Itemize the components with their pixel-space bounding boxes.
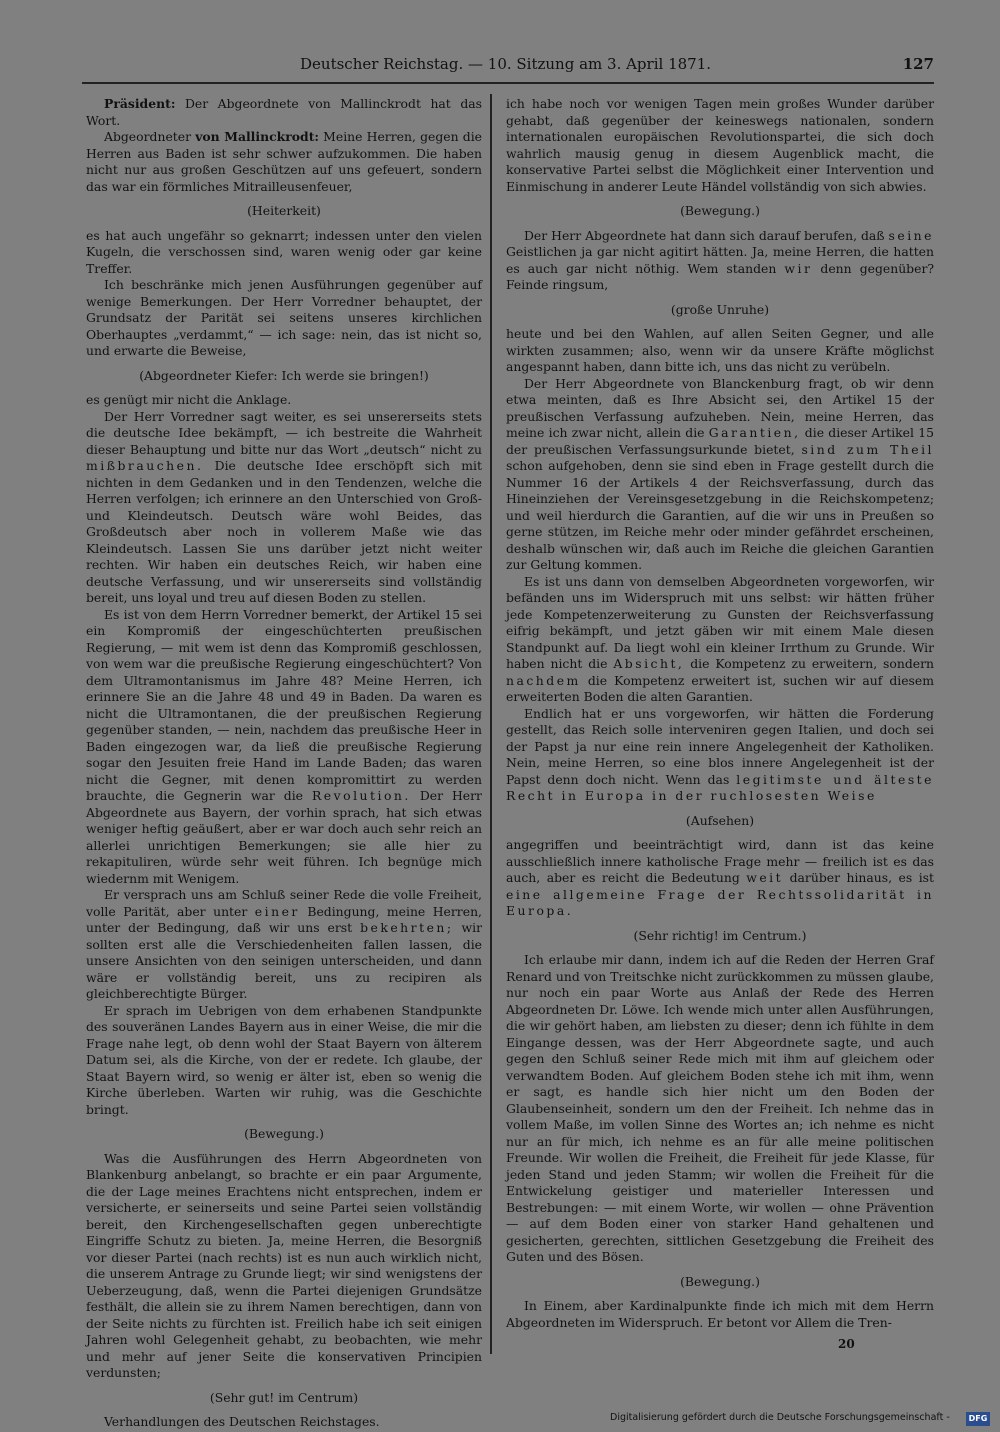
- reaction-note: (Heiterkeit): [247, 203, 321, 218]
- speaker-name: von Mallinckrodt:: [195, 129, 319, 144]
- paragraph: Der Herr Abgeordnete von Blanckenburg fragt, ob wir denn etwa meinten, daß es Ihre Absicht sei, den Artikel 15 der preußischen Verfassung aufzuheben. Nein, meine Herren, das meine ich zwar nicht, allein die Garantien, die dieser Artikel 15 der preußischen Verfassungsurkunde bietet, sind zum Theil schon aufgehoben, denn sie sind eben in Frage gestellt durch die Nummer 16 der Artikels 4 der Reichsverfassung, durch das Hineinziehen der Vereinsgesetzgebung in die Reichskompetenz; und weil hierdurch die Garantien, auf die wir uns in Preußen so gerne stützen, im Reiche mehr oder minder gefährdet erscheinen, deshalb wünschen wir, daß auch im Reiche die gleichen Garantien zur Geltung kommen.: [506, 375, 935, 572]
- paragraph: Ich beschränke mich jenen Ausführungen gegenüber auf wenige Bemerkungen. Der Herr Vorredner behauptet, der Grundsatz der Parität sei seitens unseres kirchlichen Oberhauptes „verdammt,“ — ich sage: nein, das ist nicht so, und erwarte die Beweise,: [86, 277, 482, 358]
- dfg-logo: DFG: [966, 1412, 990, 1426]
- paragraph: es hat auch ungefähr so geknarrt; indessen unter den vielen Kugeln, die verschossen sind, waren wenig oder gar keine Treffer.: [86, 227, 482, 276]
- page-number: 127: [902, 55, 934, 73]
- paragraph: angegriffen und beeinträchtigt wird, dann ist das keine ausschließlich innere katholische Frage mehr — freilich ist es das auch, aber es reicht die Bedeutung weit darüber hinaus, es ist eine allgemeine Frage der Rechtssolidarität in Europa.: [506, 837, 935, 918]
- paragraph: Endlich hat er uns vorgeworfen, wir hätten die Forderung gestellt, das Reich solle interveniren gegen Italien, und doch sei der Papst ja nur eine rein innere Angelegenheit der Katholiken. Nein, meine Herren, so eine blos innere Angelegenheit ist der Papst denn doch nicht. Wenn das legitimste und älteste Recht in Europa in der ruchlosesten Weise: [506, 705, 934, 803]
- paragraph: es genügt mir nicht die Anklage.: [86, 392, 292, 407]
- reaction-note: (Bewegung.): [244, 1126, 324, 1141]
- paragraph: Er sprach im Uebrigen von dem erhabenen Standpunkte des souveränen Landes Bayern aus in einer Weise, die mir die Frage nahe legt, ob denn wohl der Staat Bayern von älterem Datum sei, als die Kirche, von der er redete. Ich glaube, der Staat Bayern wird, so wenig er älter ist, eben so wenig die Kirche überleben. Warten wir ruhig, was die Geschichte bringt.: [86, 1002, 482, 1117]
- right-column: [506, 96, 934, 1396]
- paragraph: Ich erlaube mir dann, indem ich auf die Reden der Herren Graf Renard und von Treitschke nicht zurückkommen zu müssen glaube, nur noch ein paar Worte aus Anlaß der Rede des Herren Abgeordneten Dr. Löwe. Ich wende mich unter allen Ausführungen, die wir gehört haben, am liebsten zu dieser; denn ich fühlte in dem Eingange dessen, was der Herr Abgeordnete sagte, und auch gegen den Schluß seiner Rede mich mit ihm auf gleichem oder verwandtem Boden. Auf gleichem Boden stehe ich mit ihm, wenn er sagt, es handle sich hier nicht um den Boden der Glaubenseinheit, sondern um den der Freiheit. Ich nehme das in vollem Maße, im vollen Sinne des Wortes an; ich nehme es nicht nur an für mich, ich nehme es an für alle meine politischen Freunde. Wir wollen die Freiheit, die Freiheit für jede Klasse, für jeden Stand und jeden Stamm; wir wollen die Freiheit für die Entwickelung geistiger und materieller Interessen und Bestrebungen: — mit einem Worte, wir wollen — ohne Prävention — auf dem Boden einer von starker Hand gehaltenen und gesicherten, gerechten, sittlichen Gesetzgebung die Freiheit des Guten und des Bösen.: [506, 952, 934, 1264]
- reaction-note: (Bewegung.): [680, 203, 760, 218]
- paragraph: heute und bei den Wahlen, auf allen Seiten Gegner, und alle wirkten zusammen; also, wenn wir da unsere Kräfte möglichst angespannt haben, dann bitte ich, uns das nicht zu verübeln.: [506, 326, 934, 374]
- paragraph: In Einem, aber Kardinalpunkte finde ich mich mit dem Herrn Abgeordneten im Widerspruch. Er betont vor Allem die Tren-: [506, 1298, 934, 1330]
- reaction-note: (große Unruhe): [670, 301, 770, 317]
- publication-footer: Verhandlungen des Deutschen Reichstages.: [104, 1414, 380, 1429]
- paragraph: Es ist uns dann von demselben Abgeordneten vorgeworfen, wir befänden uns im Widerspruch mit uns selbst: wir hätten früher jede Kompetenzerweiterung zu Gunsten der Reichsverfassung eifrig bekämpft, und jetzt gäben wir mit einem Male diesen Standpunkt auf. Da liegt wohl ein kleiner Irrthum zu Grunde. Wir haben nicht die Absicht, die Kompetenz zu erweitern, sondern nachdem die Kompetenz erweitert ist, suchen wir auf diesem erweiterten Boden die alten Garantien.: [506, 573, 934, 704]
- paragraph: Es ist von dem Herrn Vorredner bemerkt, der Artikel 15 sei ein Kompromiß der eingeschüchterten preußischen Regierung, — mit wem ist denn das Kompromiß geschlossen, von wem war die preußische Regierung eingeschüchtert? Von dem Ultramontanismus im Jahre 48? Meine Herren, ich erinnere Sie an die Jahre 48 und 49 in Baden. Da waren es nicht die Ultramontanen, die der preußischen Regierung gegenüber standen, — nein, nachdem das preußische Heer in Baden eingezogen war, da ließ die preußische Regierung sogar den Jesuiten freie Hand im Lande Baden; das waren nicht die Gegner, mit denen kompromittirt zu werden brauchte, die Gegnerin war die Revolution. Der Herr Abgeordnete aus Bayern, der vorhin sprach, hat sich etwas weniger heftig geäußert, aber er war doch auch sehr reich an allerlei unrichtigen Bemerkungen; sie alle hier zu rekapituliren, würde sehr weit führen. Ich begnüge mich wiedernm mit Wenigem.: [86, 606, 482, 886]
- reaction-note: (Sehr gut! im Centrum): [209, 1389, 359, 1405]
- reaction-note: (Sehr richtig! im Centrum.): [633, 927, 807, 943]
- page-title: Deutscher Reichstag. — 10. Sitzung am 3. April 1871.: [300, 55, 712, 73]
- left-column: [86, 96, 483, 1429]
- paragraph: Der Herr Abgeordnete hat dann sich darauf berufen, daß seine Geistlichen ja gar nicht agitirt hätten. Ja, meine Herren, die hatten es auch gar nicht nöthig. Wem standen wir denn gegenüber? Feinde ringsum,: [506, 227, 935, 292]
- paragraph: Was die Ausführungen des Herrn Abgeordneten von Blankenburg anbelangt, so brachte er ein paar Argumente, die der Lage meines Erachtens nicht entsprechen, indem er versicherte, er seinerseits und seine Partei seien vollständig bereit, den Kirchengesellschaften gegen unberechtigte Eingriffe Schutz zu bieten. Ja, meine Herren, die Besorgniß vor dieser Partei (nach rechts) ist es nun auch wirklich nicht, die unserem Antrage zu Grunde liegt; wir sind wenigstens der Ueberzeugung, daß, wenn die Partei diejenigen Grundsätze festhält, die allein sie zu ihrem Namen berechtigen, dann von der Seite nichts zu fürchten ist. Freilich habe ich seit einigen Jahren wohl Gelegenheit gehabt, zu beobachten, wie mehr und mehr auf jener Seite die konservativen Principien verdunsten;: [86, 1150, 482, 1380]
- paragraph: ich habe noch vor wenigen Tagen mein großes Wunder darüber gehabt, daß gegenüber der keineswegs nationalen, sondern internationalen europäischen Revolutionspartei, die sich doch wahrlich mausig genug in diesem Augenblick macht, die konservative Partei selbst die Möglichkeit einer Intervention und Einmischung in anderer Leute Händel vollständig von sich abwies.: [506, 96, 934, 194]
- reaction-note: (Aufsehen): [685, 812, 755, 828]
- paragraph: Er versprach uns am Schluß seiner Rede die volle Freiheit, volle Parität, aber unter einer Bedingung, meine Herren, unter der Bedingung, daß wir uns erst bekehrten; wir sollten erst alle die Verschiedenheiten fallen lassen, die unsere Ansichten von den seinigen unterscheiden, und dann wäre er vollständig bereit, uns zu recipiren als gleichberechtigte Bürger.: [86, 887, 482, 1001]
- paragraph: Der Herr Vorredner sagt weiter, es sei unsererseits stets die deutsche Idee bekämpft, — ich bestreite die Wahrheit dieser Behauptung und bitte nur das Wort „deutsch“ nicht zu mißbrauchen. Die deutsche Idee erschöpft sich mit nichten in dem Gedanken und in den Tendenzen, welche die Herren verfolgen; ich erinnere an den Unterschied von Groß- und Kleindeutsch. Deutsch wäre wohl Beides, das Großdeutsch aber noch in vollerem Maße wie das Kleindeutsch. Lassen Sie uns darüber jetzt nicht weiter rechten. Wir haben ein deutsches Reich, wir haben eine deutsche Verfassung, und wir unsererseits sind vollständig bereit, uns loyal und treu auf diesen Boden zu stellen.: [86, 408, 482, 605]
- sheet-number: 20: [838, 1337, 855, 1351]
- reaction-note: (Bewegung.): [680, 1273, 760, 1289]
- paragraph: Abgeordneter von Mallinckrodt: Meine Herren, gegen die Herren aus Baden ist sehr schwer aufzukommen. Die haben nicht nur aus großen Geschützen auf uns gefeuert, sondern das war ein förmliches Mitrailleusenfeuer,: [86, 129, 483, 194]
- digitization-credit: Digitalisierung gefördert durch die Deutsche Forschungsgemeinschaft -: [610, 1412, 950, 1423]
- column-divider: [490, 94, 492, 1354]
- paragraph: Präsident: Der Abgeordnete von Mallinckrodt hat das Wort.: [86, 96, 482, 128]
- reaction-note: (Abgeordneter Kiefer: Ich werde sie bringen!): [139, 367, 429, 383]
- speaker-name: Präsident:: [104, 96, 176, 111]
- header-rule: [82, 82, 934, 84]
- page-header: [82, 55, 934, 77]
